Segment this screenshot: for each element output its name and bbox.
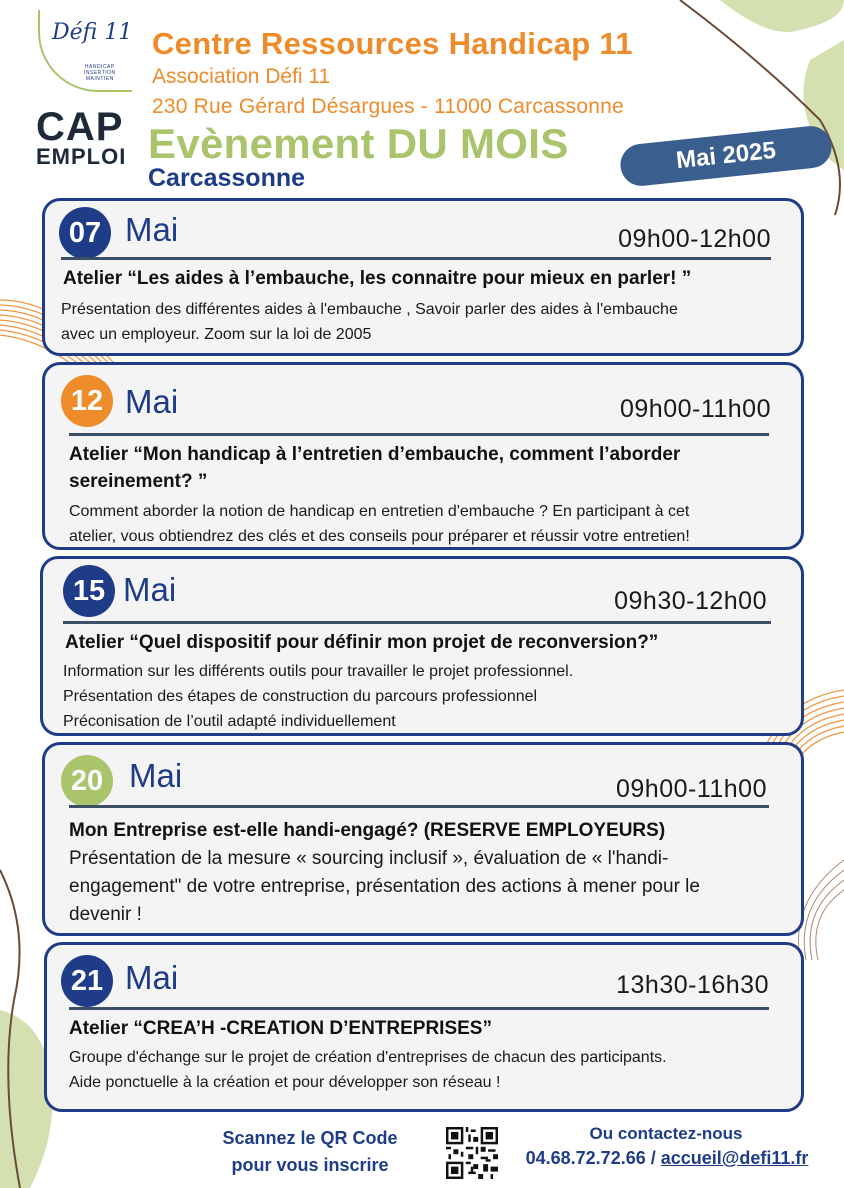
address: 230 Rue Gérard Désargues - 11000 Carcassonne — [152, 95, 624, 118]
description-line: Information sur les différents outils pour travailler le projet professionnel. — [63, 663, 574, 680]
logo-tagline-line: HANDICAP — [84, 64, 115, 70]
event-card — [42, 742, 804, 936]
event-title-text — [65, 629, 658, 656]
description-line: Préconisation de l’outil adapté individuellement — [63, 713, 396, 730]
logo-tagline-line: INSERTION — [84, 70, 116, 76]
description-line: Aide ponctuelle à la création et pour développer son réseau ! — [69, 1074, 501, 1091]
day-circle: 20 — [61, 755, 113, 807]
event-location: Carcassonne — [148, 164, 306, 192]
event-title-line: Atelier “Mon handicap à l’entretien d’embauche, comment l’aborder — [69, 444, 681, 465]
event-month: Mai — [129, 757, 183, 794]
description-line: Présentation des étapes de construction du parcours professionnel — [63, 688, 538, 705]
description-line: devenir ! — [69, 904, 142, 925]
event-month: Mai — [125, 383, 179, 420]
event-card — [42, 362, 804, 550]
event-card — [40, 556, 804, 736]
event-title: Evènement DU MOIS — [148, 120, 569, 167]
divider — [63, 621, 771, 624]
event-description — [69, 499, 690, 549]
divider — [61, 257, 771, 260]
contact-title: Ou contactez-nous — [589, 1124, 743, 1143]
event-time: 09h00-11h00 — [619, 395, 771, 423]
month-badge: Mai 2025 — [618, 124, 833, 188]
event-card — [44, 942, 804, 1112]
divider — [69, 1007, 769, 1010]
event-title-line: sereinement? ” — [69, 471, 208, 492]
day-circle: 07 — [59, 207, 111, 259]
association-name: Association Défi 11 — [152, 65, 331, 88]
description-line: Comment aborder la notion de handicap en entretien d'embauche ? En participant à cet — [69, 503, 690, 520]
scan-qr-text — [190, 1125, 430, 1179]
email-link[interactable]: accueil@defi11.fr — [660, 1148, 809, 1168]
event-title-line: Mon Entreprise est-elle handi-engagé? (RESERVE EMPLOYEURS) — [69, 820, 666, 841]
event-title-text — [69, 441, 680, 495]
cap-emploi-logo — [36, 105, 136, 169]
event-title-text — [63, 265, 691, 292]
cap-logo-top: CAP — [36, 105, 124, 149]
day-circle: 21 — [61, 955, 113, 1007]
day-circle: 12 — [61, 375, 113, 427]
event-card — [42, 198, 804, 356]
event-description — [63, 659, 573, 734]
defi11-logo — [38, 10, 138, 92]
event-title-text — [69, 817, 665, 844]
event-time: 09h00-12h00 — [618, 225, 771, 253]
logo-name: Défi 11 — [52, 20, 133, 45]
event-month: Mai — [125, 211, 179, 248]
contact-separator: / — [645, 1148, 661, 1168]
event-title-line: Atelier “Les aides à l’embauche, les connaitre pour mieux en parler! ” — [63, 268, 692, 289]
event-title-line: Atelier “CREA’H -CREATION D’ENTREPRISES” — [69, 1018, 492, 1039]
description-line: avec un employeur. Zoom sur la loi de 2005 — [61, 326, 372, 343]
description-line: engagement" de votre entreprise, présentation des actions à mener pour le — [69, 876, 700, 897]
day-circle: 15 — [63, 565, 115, 617]
event-time: 09h00-11h00 — [615, 775, 767, 803]
divider — [69, 805, 769, 808]
cap-logo-bottom: EMPLOI — [36, 144, 127, 169]
event-description — [69, 1045, 667, 1095]
event-title-line: Atelier “Quel dispositif pour définir mon projet de reconversion?” — [65, 632, 659, 653]
description-line: Groupe d'échange sur le projet de création d'entreprises de chacun des participants. — [69, 1049, 667, 1066]
scan-line: pour vous inscrire — [231, 1155, 389, 1175]
logo-tagline-line: MAINTIEN — [85, 76, 114, 82]
logo-tagline — [84, 64, 116, 82]
event-title-text — [69, 1015, 492, 1042]
phone-number[interactable]: 04.68.72.72.66 — [525, 1148, 646, 1168]
divider — [69, 433, 769, 436]
event-month: Mai — [125, 959, 179, 996]
event-time: 09h30-12h00 — [614, 587, 767, 615]
description-line: atelier, vous obtiendrez des clés et des conseils pour préparer et réussir votre entretien! — [69, 528, 690, 545]
event-description — [61, 297, 678, 347]
event-description — [69, 845, 700, 929]
page-title: Centre Ressources Handicap 11 — [152, 26, 633, 61]
description-line: Présentation des différentes aides à l'embauche , Savoir parler des aides à l'embauche — [61, 301, 678, 318]
qr-code-icon[interactable] — [446, 1127, 498, 1179]
event-time: 13h30-16h30 — [616, 971, 769, 999]
event-month: Mai — [123, 571, 177, 608]
description-line: Présentation de la mesure « sourcing inclusif », évaluation de « l'handi- — [69, 848, 669, 869]
scan-line: Scannez le QR Code — [222, 1128, 398, 1148]
contact-line — [512, 1148, 822, 1169]
